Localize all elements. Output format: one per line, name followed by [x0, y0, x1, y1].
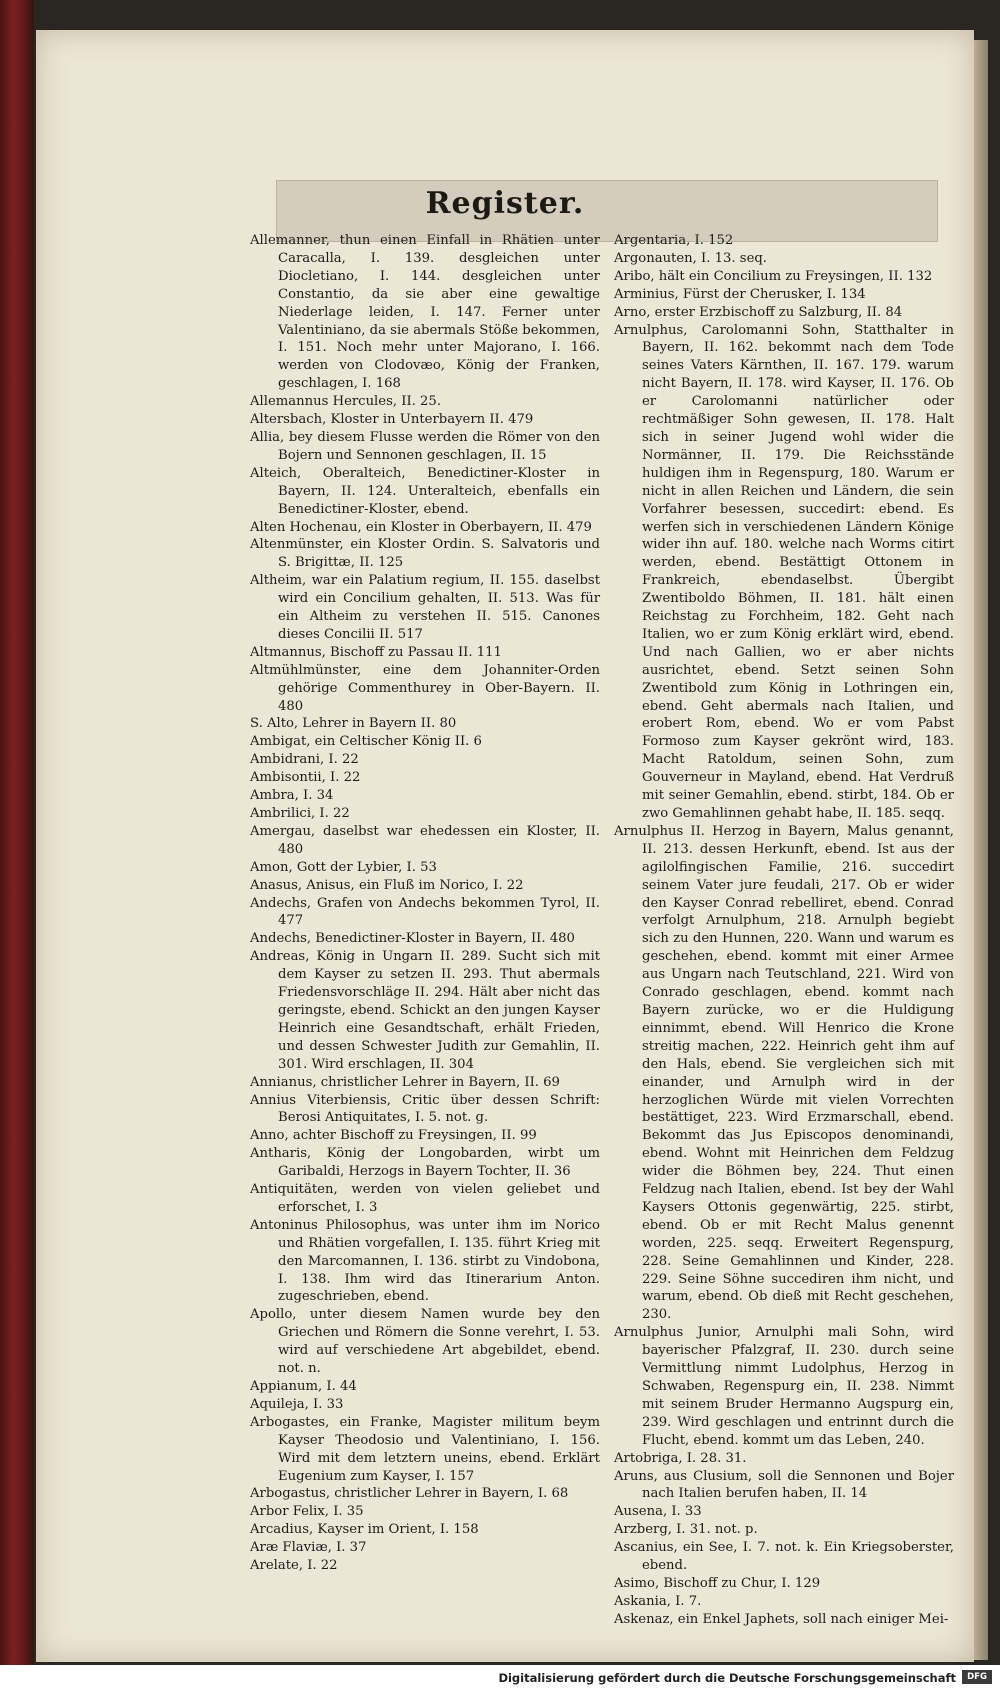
index-entry: Anno, achter Bischoff zu Freysingen, II. 99	[250, 1128, 537, 1144]
index-entry: Ascanius, ein See, I. 7. not. k. Ein Kriegsoberster, ebend.	[614, 1540, 954, 1574]
index-entry: Apollo, unter diesem Namen wurde bey den Griechen und Römern die Sonne verehrt, I. 53. wird auf verschiedene Art abgebildet, ebend. not. n.	[250, 1307, 600, 1377]
index-entry: Arnulphus Junior, Arnulphi mali Sohn, wird bayerischer Pfalzgraf, II. 230. durch seine Vermittlung nimmt Ludolphus, Herzog in Schwaben, Regenspurg ein, II. 238. Nimmt mit seinem Bruder Hermanno Augspurg ein, 239. Wird geschlagen und entrinnt durch die Flucht, ebend. kommt um das Leben, 240.	[614, 1325, 954, 1448]
index-entry: Arminius, Fürst der Cherusker, I. 134	[614, 286, 866, 302]
index-entry: Altenmünster, ein Kloster Ordin. S. Salvatoris und S. Brigittæ, II. 125	[250, 537, 600, 571]
index-entry: Allemanner, thun einen Einfall in Rhätien unter Caracalla, I. 139. desgleichen unter Diocletiano, I. 144. desgleichen unter Constantio, da sie aber eine gewaltige Niederlage leiden, I. 147. Ferner unter Valentiniano, da sie abermals Stöße bekommen, I. 151. Noch mehr unter Majorano, I. 166. werden von Clodovæo, König der Franken, geschlagen, I. 168	[250, 233, 600, 392]
index-entry: Ambrilici, I. 22	[250, 806, 350, 821]
index-entry: Asimo, Bischoff zu Chur, I. 129	[614, 1575, 821, 1591]
index-entry: Aribo, hält ein Concilium zu Freysingen, II. 132	[614, 268, 933, 284]
index-entry: Arcadius, Kayser im Orient, I. 158	[250, 1522, 479, 1538]
index-entry: Arbor Felix, I. 35	[250, 1504, 364, 1520]
index-entry: Andreas, König in Ungarn II. 289. Sucht sich mit dem Kayser zu setzen II. 293. Thut abermals Friedensvorschläge II. 294. Hält aber nicht das geringste, ebend. Schickt an den jungen Kayser Heinrich eine Gesandtschaft, erhält Frieden, und dessen Schwester Judith zur Gemahlin, II. 301. Wird erschlagen, II. 304	[250, 949, 600, 1072]
index-entry: Arno, erster Erzbischoff zu Salzburg, II. 84	[614, 304, 903, 320]
page-edge	[974, 40, 988, 1660]
index-entry: Andechs, Grafen von Andechs bekommen Tyrol, II. 477	[250, 895, 600, 929]
index-entry: Altmannus, Bischoff zu Passau II. 111	[250, 644, 502, 660]
book-binding	[0, 0, 34, 1665]
index-entry: Artobriga, I. 28. 31.	[614, 1450, 747, 1466]
index-entry: Appianum, I. 44	[250, 1379, 357, 1394]
index-entry: Ambigat, ein Celtischer König II. 6	[250, 734, 482, 750]
index-entry: Arbogastes, ein Franke, Magister militum beym Kayser Theodosio und Valentiniano, I. 156. Wird mit dem letztern uneins, ebend. Erklärt Eugenium zum Kayser, I. 157	[250, 1414, 600, 1484]
index-entry: Alteich, Oberalteich, Benedictiner-Kloster in Bayern, II. 124. Unteralteich, ebenfalls ein Benedictiner-Kloster, ebend.	[250, 465, 600, 517]
footer-credit: Digitalisierung gefördert durch die Deutsche Forschungsgemeinschaft	[498, 1671, 956, 1685]
index-entry: Amergau, daselbst war ehedessen ein Kloster, II. 480	[250, 823, 600, 857]
index-entry: Altmühlmünster, eine dem Johanniter-Orden gehörige Commenthurey in Ober-Bayern. II. 480	[250, 662, 600, 714]
book-page	[36, 30, 974, 1662]
index-entry: Ambisontii, I. 22	[250, 770, 361, 786]
index-entry: Arbogastus, christlicher Lehrer in Bayern, I. 68	[250, 1486, 569, 1502]
index-entry: Arnulphus, Carolomanni Sohn, Statthalter in Bayern, II. 162. bekommt nach dem Tode seines Vaters Kärnthen, II. 167. 179. warum nicht Bayern, II. 178. wird Kayser, II. 176. Ob er Carolomanni natürlicher oder rechtmäßiger Sohn gewesen, II. 178. Halt sich in seiner Jugend wohl wider die Normänner, II. 179. Die Reichsstände huldigen ihm in Regenspurg, 180. Warum er nicht in allen Reichen und Ländern, die sein Vorfahrer besessen, succedirt: ebend. Es werfen sich in verschiedenen Ländern Könige wider ihn auf. 180. welche nach Worms citirt werden, ebend. Bestättigt Ottonem in Frankreich, ebendaselbst. Übergibt Zwentiboldo Böhmen, II. 181. hält einen Reichstag zu Forchheim, 182. Geht nach Italien, wo er zum König erklärt wird, ebend. Und nach Gallien, wo er aber nichts ausrichtet, ebend. Setzt seinen Sohn Zwentibold zum König in Lothringen ein, ebend. Geht abermals nach Italien, und erobert Rom, ebend. Wo er vom Pabst Formoso zum Kayser gekrönt wird, 183. Macht Ratoldum, seinen Sohn, zum Gouverneur in Mayland, ebend. Hat Verdruß mit seiner Gemahlin, ebend. stirbt, 184. Ob er zwo Gemahlinnen gehabt habe, II. 185. seqq.	[614, 322, 954, 821]
index-entry: Andechs, Benedictiner-Kloster in Bayern, II. 480	[250, 931, 575, 947]
index-entry: Aræ Flaviæ, I. 37	[250, 1540, 367, 1556]
index-entry: Antharis, König der Longobarden, wirbt um Garibaldi, Herzogs in Bayern Tochter, II. 36	[250, 1146, 600, 1180]
index-entry: Altheim, war ein Palatium regium, II. 155. daselbst wird ein Concilium gehalten, II. 513. Was für ein Altheim zu verstehen II. 515. Canones dieses Concilii II. 517	[250, 573, 600, 642]
index-entry: Argonauten, I. 13. seq.	[614, 250, 768, 266]
dfg-logo: DFG	[962, 1670, 992, 1684]
index-entry: Argentaria, I. 152	[614, 233, 734, 248]
index-entry: Askenaz, ein Enkel Japhets, soll nach einiger Mei-	[614, 1611, 949, 1627]
right-column	[614, 232, 954, 1629]
left-column	[250, 232, 600, 1575]
index-entry: Antoninus Philosophus, was unter ihm im Norico und Rhätien vorgefallen, I. 135. führt Krieg mit den Marcomannen, I. 136. stirbt zu Vindobona, I. 138. Ihm wird das Itinerarium Anton. zugeschrieben, ebend.	[250, 1217, 600, 1305]
index-entry: Arnulphus II. Herzog in Bayern, Malus genannt, II. 213. dessen Herkunft, ebend. Ist aus der agilolfingischen Familie, 216. succedirt seinem Vater jure feudali, 217. Ob er wider den Kayser Conrad rebelliret, ebend. Conrad verfolgt Arnulphum, 218. Arnulph begiebt sich zu den Hunnen, 220. Wann und warum es geschehen, ebend. kommt mit einer Armee aus Ungarn nach Teutschland, 221. Wird von Conrado geschlagen, ebend. kommt nach Bayern zurücke, wo er die Huldigung einnimmt, ebend. Will Henrico die Krone streitig machen, 222. Heinrich geht ihm auf den Hals, ebend. Sie vergleichen sich mit einander, und Arnulph wird in der herzoglichen Würde mit vielen Vorrechten bestättiget, 223. Wird Erzmarschall, ebend. Bekommt das Jus Episcopos denominandi, ebend. Wohnt mit Heinrichen dem Feldzug wider die Böhmen bey, 224. Thut einen Feldzug nach Italien, ebend. Ist bey der Wahl Kaysers Ottonis gegenwärtig, 225. stirbt, ebend. Ob er mit Recht Malus genennt worden, 225. seqq. Erweitert Regenspurg, 228. Seine Gemahlinnen und Kinder, 228. 229. Seine Söhne succediren ihm nicht, und warum, ebend. Ob dieß mit Recht geschehen, 230.	[614, 823, 954, 1323]
index-entry: Annius Viterbiensis, Critic über dessen Schrift: Berosi Antiquitates, I. 5. not. g.	[250, 1092, 600, 1126]
index-entry: Alten Hochenau, ein Kloster in Oberbayern, II. 479	[250, 519, 592, 535]
index-entry: Arelate, I. 22	[250, 1558, 338, 1574]
page-title: Register.	[425, 186, 585, 221]
index-entry: Allemannus Hercules, II. 25.	[250, 394, 442, 410]
index-entry: S. Alto, Lehrer in Bayern II. 80	[250, 716, 457, 732]
index-entry: Altersbach, Kloster in Unterbayern II. 479	[250, 412, 534, 428]
index-entry: Allia, bey diesem Flusse werden die Römer von den Bojern und Sennonen geschlagen, II. 15	[250, 429, 600, 463]
index-entry: Ambidrani, I. 22	[250, 752, 359, 768]
footer-bar	[0, 1665, 1000, 1690]
index-entry: Askania, I. 7.	[614, 1593, 702, 1609]
index-entry: Anasus, Anisus, ein Fluß im Norico, I. 22	[250, 877, 524, 893]
index-entry: Ambra, I. 34	[250, 788, 334, 804]
index-entry: Ausena, I. 33	[614, 1504, 702, 1520]
index-entry: Aruns, aus Clusium, soll die Sennonen und Bojer nach Italien berufen haben, II. 14	[614, 1468, 954, 1502]
index-entry: Annianus, christlicher Lehrer in Bayern, II. 69	[250, 1074, 560, 1090]
index-entry: Arzberg, I. 31. not. p.	[614, 1522, 758, 1538]
index-entry: Amon, Gott der Lybier, I. 53	[250, 859, 437, 875]
index-entry: Aquileja, I. 33	[250, 1396, 344, 1412]
index-entry: Antiquitäten, werden von vielen geliebet und erforschet, I. 3	[250, 1182, 600, 1215]
